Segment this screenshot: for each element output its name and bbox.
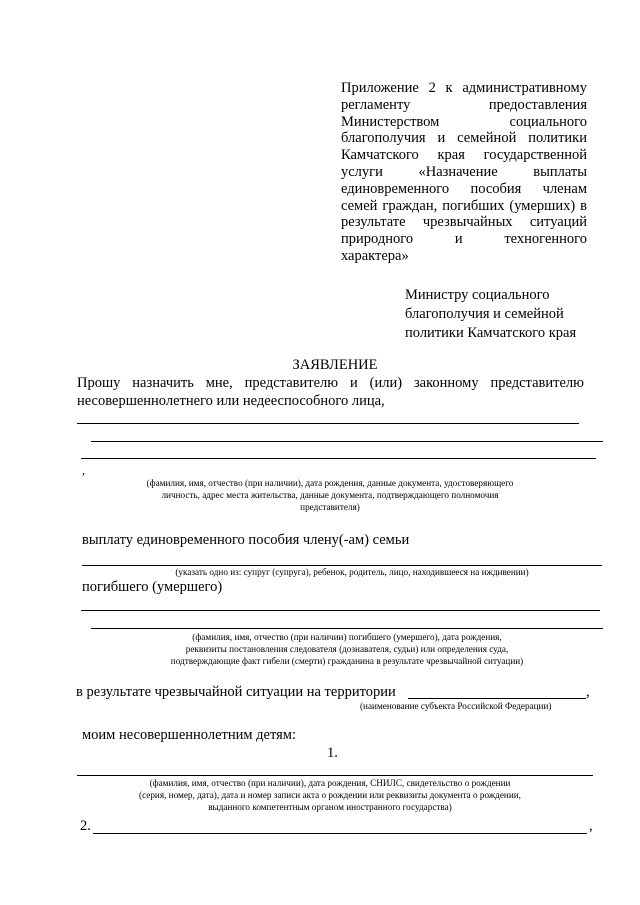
note-line: (серия, номер, дата), дата и номер записи акта о рождении или реквизиты документа о рождении, <box>139 790 521 800</box>
note-line: (фамилия, имя, отчество (при наличии) погибшего (умершего), дата рождения, <box>192 632 502 642</box>
appendix-word: погибших <box>442 197 505 214</box>
document-title: ЗАЯВЛЕНИЕ <box>292 357 378 373</box>
appendix-word: регламенту <box>341 96 411 113</box>
appendix-word: 2 <box>428 80 436 96</box>
appendix-word: характера» <box>341 248 409 264</box>
intro-line-2: несовершеннолетнего или недееспособного лица, <box>77 393 385 409</box>
appendix-line <box>341 231 587 248</box>
appendix-line <box>341 114 587 131</box>
intro-word: мне, <box>205 375 233 391</box>
appendix-word: политики <box>528 130 587 147</box>
addressee-line: Министру социального <box>405 287 550 303</box>
appendix-word: природного <box>341 231 414 248</box>
appendix-word: социального <box>509 113 587 130</box>
appendix-word: Приложение <box>341 80 419 96</box>
emergency-line: в результате чрезвычайной ситуации на территории <box>76 684 396 700</box>
applicant-input-line[interactable] <box>77 423 579 424</box>
intro-line-1 <box>77 375 584 392</box>
appendix-line <box>341 80 587 97</box>
appendix-line <box>341 97 587 114</box>
appendix-word: в <box>580 197 587 214</box>
appendix-word: и <box>454 231 463 248</box>
appendix-word: административному <box>462 80 587 96</box>
note-line: (фамилия, имя, отчество (при наличии), дата рождения, СНИЛС, свидетельство о рождении <box>149 778 511 788</box>
deceased-input-line[interactable] <box>81 610 600 611</box>
note-line: представителя) <box>300 502 360 512</box>
addressee-line: политики Камчатского края <box>405 325 577 341</box>
comma-mark: , <box>586 684 590 700</box>
children-label: моим несовершеннолетним детям: <box>82 727 297 743</box>
appendix-word: благополучия <box>341 130 426 147</box>
payment-line: выплату единовременного пособия члену(-ам) семьи <box>82 532 410 548</box>
appendix-line <box>341 198 587 215</box>
appendix-word: чрезвычайных <box>422 214 513 231</box>
appendix-word: края <box>437 147 465 164</box>
intro-word: законному <box>413 375 479 391</box>
child-input-line[interactable] <box>77 775 593 776</box>
appendix-line <box>341 130 587 147</box>
appendix-word: Камчатского <box>341 147 419 164</box>
intro-word: (или) <box>369 375 403 391</box>
note-line: (фамилия, имя, отчество (при наличии), дата рождения, данные документа, удостоверяющего <box>146 478 514 488</box>
appendix-word: (умерших) <box>509 197 576 214</box>
comma-mark: , <box>82 463 85 477</box>
intro-word: представителю <box>490 375 584 391</box>
appendix-word: семей <box>341 197 378 214</box>
intro-word: назначить <box>132 375 194 391</box>
deceased-label: погибшего (умершего) <box>82 579 223 595</box>
appendix-word: ситуаций <box>529 214 587 231</box>
appendix-word: «Назначение <box>418 164 498 180</box>
appendix-word: к <box>445 80 453 96</box>
appendix-word: техногенного <box>504 231 587 248</box>
intro-word: и <box>349 375 358 391</box>
applicant-input-line[interactable] <box>91 441 603 442</box>
appendix-line <box>341 248 587 265</box>
applicant-note <box>76 477 584 513</box>
deceased-input-line[interactable] <box>91 628 603 629</box>
appendix-word: и <box>437 130 446 147</box>
intro-word: Прошу <box>77 375 121 391</box>
child-note <box>76 777 584 813</box>
region-input-line[interactable] <box>408 698 586 699</box>
child-number: 2. <box>80 818 91 834</box>
appendix-word: единовременного <box>341 180 450 197</box>
appendix-word: Министерством <box>341 113 440 130</box>
applicant-input-line[interactable] <box>81 458 596 459</box>
appendix-word: семейной <box>457 130 517 147</box>
child-number: 1. <box>327 745 338 761</box>
relation-note: (указать одно из: супруг (супруга), ребенок, родитель, лицо, находившееся на иждивении) <box>175 567 529 577</box>
appendix-word: государственной <box>483 147 587 164</box>
appendix-word: результате <box>341 214 406 231</box>
appendix-line <box>341 181 587 198</box>
note-line: подтверждающие факт гибели (смерти) гражданина в результате чрезвычайной ситуации) <box>170 656 524 666</box>
appendix-line <box>341 147 587 164</box>
appendix-word: выплаты <box>533 164 587 180</box>
child-input-line[interactable] <box>93 833 587 834</box>
region-note: (наименование субъекта Российской Федерации) <box>360 701 552 711</box>
appendix-word: услуги <box>341 164 383 180</box>
appendix-line <box>341 214 587 231</box>
appendix-word: предоставления <box>488 96 587 113</box>
note-line: реквизиты постановления следователя (дознавателя, судьи) или определения суда, <box>185 644 509 654</box>
appendix-word: членам <box>542 180 587 197</box>
deceased-note <box>86 631 608 667</box>
note-line: личность, адрес места жительства, данные документа, подтверждающего полномочия <box>161 490 499 500</box>
comma-mark: , <box>589 818 593 834</box>
appendix-word: пособия <box>470 180 522 197</box>
appendix-line <box>341 164 587 181</box>
appendix-word: граждан, <box>382 197 438 214</box>
addressee-line: благополучия и семейной <box>405 306 564 322</box>
intro-word: представителю <box>244 375 339 391</box>
note-line: выданного компетентным органом иностранного государства) <box>208 802 452 812</box>
